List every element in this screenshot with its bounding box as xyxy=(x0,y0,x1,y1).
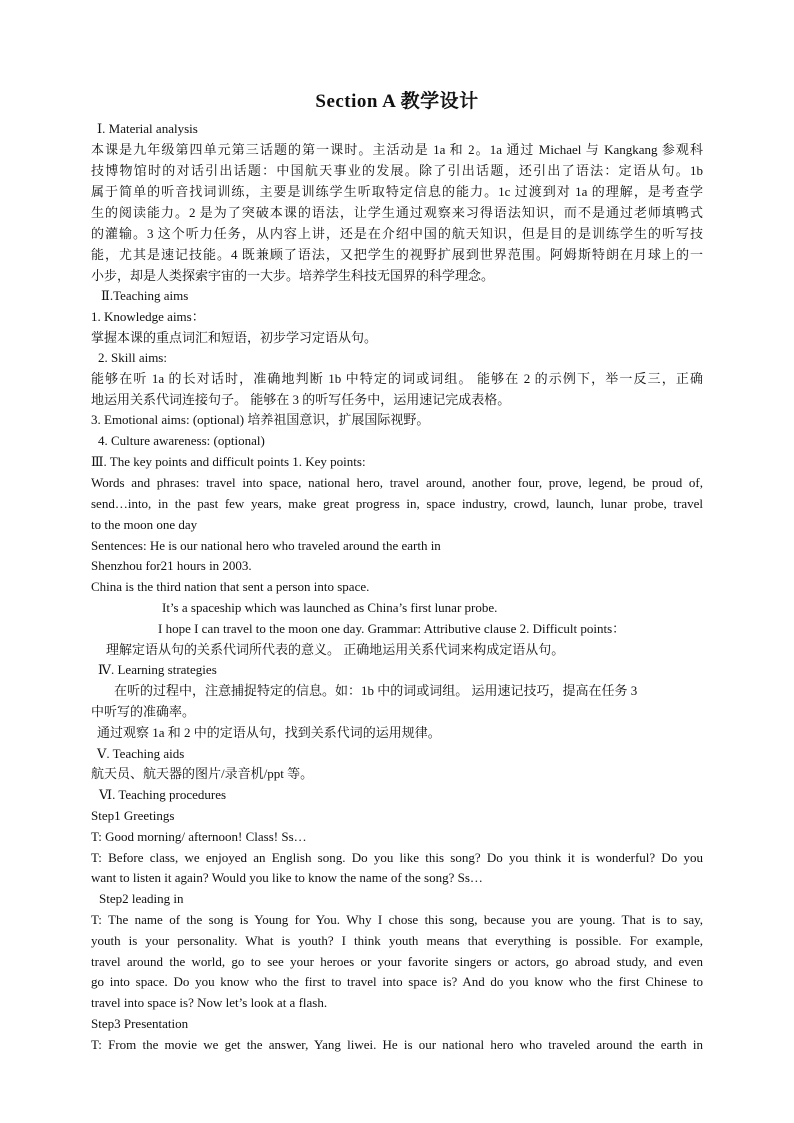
paragraph-line: 理解定语从句的关系代词所代表的意义。 正确地运用关系代词来构成定语从句。 xyxy=(106,642,565,657)
paragraph-line: want to listen it again? Would you like to know the name of the song? Ss… xyxy=(91,870,483,885)
paragraph-line: T: Before class, we enjoyed an English song. Do you like this song? Do you think it is wonderful? Do you xyxy=(91,850,703,865)
heading-teaching-aids: Ⅴ. Teaching aids xyxy=(97,746,185,761)
paragraph-line: 生的阅读能力。2 是为了突破本课的语法，让学生通过观察来习得语法知识，而不是通过老师填鸭式 xyxy=(91,205,703,220)
paragraph-line: 属于简单的听音找词训练，主要是训练学生听取特定信息的能力。1c 过渡到对 1a 的理解，是考查学 xyxy=(91,184,703,199)
heading-teaching-aims: Ⅱ.Teaching aims xyxy=(101,288,189,303)
paragraph-line: T: The name of the song is Young for You. Why I chose this song, because you are young. That is to say, xyxy=(91,912,703,927)
heading-material-analysis: Ⅰ. Material analysis xyxy=(97,121,198,136)
paragraph-line: Words and phrases: travel into space, national hero, travel around, another four, prove, legend, be proud of, xyxy=(91,475,703,490)
paragraph-line: youth is your personality. What is youth? I think youth means that everything is possible. For example, xyxy=(91,933,703,948)
paragraph-line: 本课是九年级第四单元第三话题的第一课时。主活动是 1a 和 2。1a 通过 Michael 与 Kangkang 参观科 xyxy=(91,142,703,157)
paragraph-line: It’s a spaceship which was launched as China’s first lunar probe. xyxy=(162,600,498,615)
heading-teaching-procedures: Ⅵ. Teaching procedures xyxy=(99,787,227,802)
paragraph-line: T: From the movie we get the answer, Yang liwei. He is our national hero who traveled around the earth in xyxy=(91,1037,703,1052)
subheading-knowledge-aims: 1. Knowledge aims： xyxy=(91,309,205,324)
paragraph-line: 小步，却是人类探索宇宙的一大步。培养学生科技无国界的科学理念。 xyxy=(91,268,495,283)
paragraph-line: 能够在听 1a 的长对话时，准确地判断 1b 中特定的词或词组。 能够在 2 的示例下，举一反三，正确 xyxy=(91,371,703,386)
subheading-step2: Step2 leading in xyxy=(99,891,184,906)
subheading-culture-awareness: 4. Culture awareness: (optional) xyxy=(98,433,265,448)
heading-key-points: Ⅲ. The key points and difficult points 1. Key points: xyxy=(91,454,366,469)
paragraph-line: 中听写的准确率。 xyxy=(91,704,196,719)
paragraph-line: go into space. Do you know who the first to travel into space is? And do you know who the first Chinese to xyxy=(91,974,703,989)
paragraph-line: 的灌输。3 这个听力任务，从内容上讲，还是在介绍中国的航天知识，但是目的是训练学生的听写技 xyxy=(91,226,703,241)
paragraph-line: I hope I can travel to the moon one day. Grammar: Attributive clause 2. Difficult points： xyxy=(158,621,626,636)
paragraph-line: 通过观察 1a 和 2 中的定语从句，找到关系代词的运用规律。 xyxy=(97,725,441,740)
paragraph-line: China is the third nation that sent a person into space. xyxy=(91,579,370,594)
paragraph-line: Shenzhou for21 hours in 2003. xyxy=(91,558,252,573)
paragraph-line: travel around the world, go to see your heroes or your favorite singers or actors, go abroad study, and even xyxy=(91,954,703,969)
paragraph-line: 航天员、航天器的图片/录音机/ppt 等。 xyxy=(91,766,314,781)
subheading-step3: Step3 Presentation xyxy=(91,1016,189,1031)
heading-learning-strategies: Ⅳ. Learning strategies xyxy=(98,662,217,677)
paragraph-line: Sentences: He is our national hero who traveled around the earth in xyxy=(91,538,441,553)
paragraph-line: 能，尤其是速记技能。4 既兼顾了语法，又把学生的视野扩展到世界范围。阿姆斯特朗在月球上的一 xyxy=(91,247,703,262)
subheading-skill-aims: 2. Skill aims: xyxy=(98,350,167,365)
page-title: Section A 教学设计 xyxy=(315,91,479,112)
paragraph-line: travel into space is? Now let’s look at a flash. xyxy=(91,995,328,1010)
paragraph-line: 在听的过程中，注意捕捉特定的信息。如：1b 中的词或词组。 运用速记技巧，提高在任务 3 xyxy=(114,683,638,698)
paragraph-line: to the moon one day xyxy=(91,517,198,532)
paragraph-line: T: Good morning/ afternoon! Class! Ss… xyxy=(91,829,307,844)
subheading-emotional-aims: 3. Emotional aims: (optional) 培养祖国意识，扩展国际视野。 xyxy=(91,412,430,427)
paragraph-line: 技博物馆时的对话引出话题：中国航天事业的发展。除了引出话题，还引出了语法：定语从句。1b xyxy=(91,163,703,178)
subheading-step1: Step1 Greetings xyxy=(91,808,175,823)
paragraph-line: 地运用关系代词连接句子。 能够在 3 的听写任务中，运用速记完成表格。 xyxy=(91,392,511,407)
paragraph-line: 掌握本课的重点词汇和短语，初步学习定语从句。 xyxy=(91,330,378,345)
paragraph-line: send…into, in the past few years, make great progress in, space industry, crowd, launch, lunar probe, travel xyxy=(91,496,703,511)
